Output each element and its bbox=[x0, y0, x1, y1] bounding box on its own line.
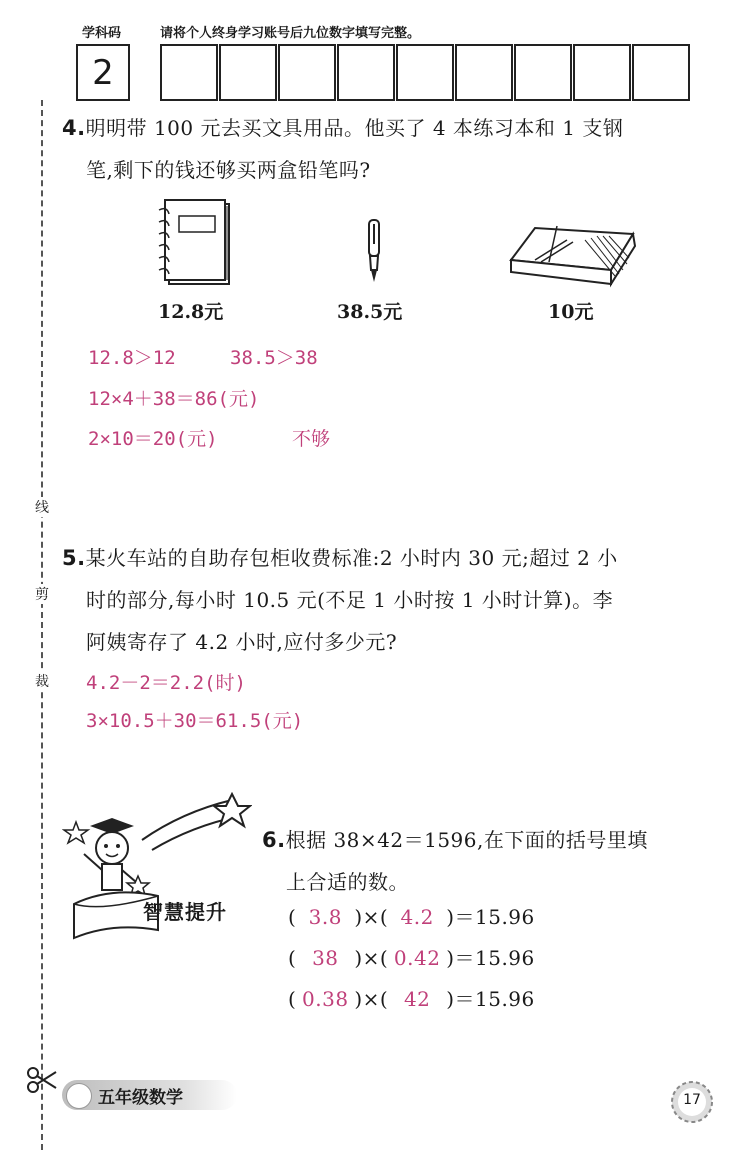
q6-number: 6. bbox=[262, 828, 286, 852]
q4-answer-conclusion: 不够 bbox=[292, 428, 331, 450]
q6-fill-b: 4.2 bbox=[400, 905, 434, 929]
q4-answer-calc-1: 12×4＋38＝86(元) bbox=[88, 388, 260, 410]
pencil-box-icon bbox=[505, 214, 645, 294]
q4-line1 bbox=[62, 108, 623, 148]
q6-line2: 上合适的数。 bbox=[286, 870, 409, 894]
account-instruction: 请将个人终身学习账号后九位数字填写完整。 bbox=[160, 25, 421, 40]
q6-fill-b: 42 bbox=[403, 987, 431, 1011]
page-number: 17 bbox=[683, 1092, 701, 1108]
q6-row-2: ( 38 )×( 0.42 )＝15.96 bbox=[288, 938, 535, 978]
q6-fill-b: 0.42 bbox=[393, 946, 441, 970]
grade-label-badge bbox=[62, 1080, 237, 1110]
cut-mark-xian: 线 bbox=[33, 497, 51, 517]
cut-mark-jian: 剪 bbox=[33, 584, 51, 604]
account-digit-box[interactable] bbox=[632, 44, 690, 101]
q5-line2: 时的部分,每小时 10.5 元(不足 1 小时按 1 小时计算)。李 bbox=[86, 588, 614, 612]
q6-fill-a: 0.38 bbox=[302, 987, 349, 1011]
q4-line2: 笔,剩下的钱还够买两盒铅笔吗? bbox=[86, 158, 371, 182]
q5-line1 bbox=[62, 538, 618, 578]
q5-text-1: 某火车站的自助存包柜收费标准:2 小时内 30 元;超过 2 小 bbox=[85, 546, 618, 570]
account-digit-box[interactable] bbox=[455, 44, 513, 101]
q5-answer-2: 3×10.5＋30＝61.5(元) bbox=[86, 710, 304, 732]
q5-answer-1: 4.2－2＝2.2(时) bbox=[86, 672, 246, 694]
subject-code-label: 学科码 bbox=[82, 25, 122, 40]
subject-code-box: 2 bbox=[76, 44, 130, 101]
q6-result: 15.96 bbox=[475, 946, 535, 970]
scissors-icon bbox=[26, 1066, 58, 1094]
account-digit-box[interactable] bbox=[337, 44, 395, 101]
q4-number: 4. bbox=[62, 116, 86, 140]
account-digit-box[interactable] bbox=[573, 44, 631, 101]
cut-line bbox=[41, 100, 43, 1150]
q6-result: 15.96 bbox=[475, 905, 535, 929]
q4-answer-calc-2: 2×10＝20(元) bbox=[88, 428, 218, 450]
account-digit-box[interactable] bbox=[278, 44, 336, 101]
grade-label: 五年级数学 bbox=[98, 1087, 183, 1107]
cut-mark-cai: 裁 bbox=[33, 671, 51, 691]
pencil-box-price: 10元 bbox=[548, 301, 594, 323]
account-digit-box[interactable] bbox=[396, 44, 454, 101]
account-number-boxes bbox=[76, 44, 691, 101]
q6-result: 15.96 bbox=[475, 987, 535, 1011]
q5-number: 5. bbox=[62, 546, 86, 570]
account-digit-box[interactable] bbox=[514, 44, 572, 101]
account-digit-box[interactable] bbox=[219, 44, 277, 101]
q4-text-1: 明明带 100 元去买文具用品。他买了 4 本练习本和 1 支钢 bbox=[85, 116, 624, 140]
q6-row-1: ( 3.8 )×( 4.2 )＝15.96 bbox=[288, 897, 535, 937]
q6-fill-a: 3.8 bbox=[308, 905, 342, 929]
q4-answer-compare-1: 12.8＞12 bbox=[88, 347, 176, 369]
q6-fill-a: 38 bbox=[312, 946, 339, 970]
notebook-icon bbox=[155, 196, 235, 291]
notebook-price: 12.8元 bbox=[158, 301, 224, 323]
q6-line1 bbox=[262, 820, 648, 860]
account-digit-box[interactable] bbox=[160, 44, 218, 101]
q4-answer-compare-2: 38.5＞38 bbox=[230, 347, 318, 369]
q6-text-1: 根据 38×42＝1596,在下面的括号里填 bbox=[285, 828, 648, 852]
q5-line3: 阿姨寄存了 4.2 小时,应付多少元? bbox=[86, 630, 398, 654]
section-badge-title: 智慧提升 bbox=[143, 902, 227, 924]
pen-price: 38.5元 bbox=[337, 301, 403, 323]
fountain-pen-icon bbox=[360, 218, 388, 286]
q6-row-3: ( 0.38 )×( 42 )＝15.96 bbox=[288, 979, 535, 1019]
star-icon bbox=[66, 1083, 92, 1109]
